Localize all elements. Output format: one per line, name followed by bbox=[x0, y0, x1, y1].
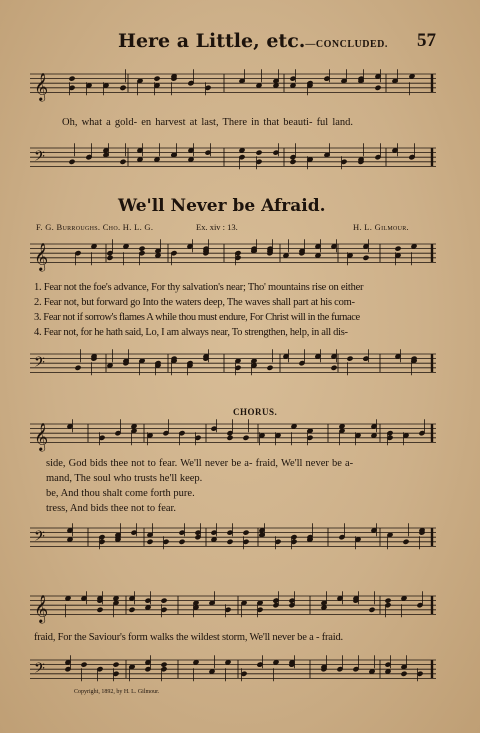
copyright-notice: Copyright, 1892, by H. L. Gilmour. bbox=[74, 689, 160, 695]
page-title: Here a Little, etc.—CONCLUDED. bbox=[118, 30, 388, 52]
verse-line-1: 1. Fear not the foe's advance, For thy salvation's near; Tho' mountains rise on either bbox=[34, 282, 364, 293]
verse-line-4: 4. Fear not, for he hath said, Lo, I am always near, To strengthen, help, in all dis- bbox=[34, 327, 348, 338]
final-lyric-line: fraid, For the Saviour's form walks the wildest storm, We'll never be a - fraid. bbox=[34, 632, 343, 643]
song-title: We'll Never be Afraid. bbox=[118, 196, 326, 216]
svg-text:𝄢: 𝄢 bbox=[34, 354, 45, 375]
music-staff-treble-2 bbox=[28, 236, 438, 281]
music-staff-treble-1 bbox=[28, 64, 438, 114]
verse-line-2: 2. Fear not, but forward go Into the waters deep, The waves shall part at his com- bbox=[34, 297, 355, 308]
svg-text:𝄢: 𝄢 bbox=[34, 148, 45, 169]
svg-text:𝄞: 𝄞 bbox=[34, 594, 49, 623]
svg-text:𝄞: 𝄞 bbox=[34, 422, 49, 451]
composer-credit: H. L. Gilmour. bbox=[353, 222, 409, 232]
music-staff-bass-4 bbox=[28, 652, 438, 692]
chorus-line-1: side, God bids thee not to fear. We'll never be a- fraid, We'll never be a- bbox=[46, 458, 354, 469]
svg-text:𝄢: 𝄢 bbox=[34, 660, 45, 681]
chorus-label: CHORUS. bbox=[233, 407, 278, 417]
verse-line-3: 3. Fear not if sorrow's flames A while thou must endure, For Christ will in the furnace bbox=[34, 312, 360, 323]
author-credit: F. G. Burroughs. Cho. H. L. G. bbox=[36, 222, 154, 232]
music-staff-treble-4 bbox=[28, 584, 438, 634]
music-staff-bass-1 bbox=[28, 140, 438, 185]
scripture-reference: Ex. xiv : 13. bbox=[196, 222, 238, 232]
svg-text:𝄞: 𝄞 bbox=[34, 242, 49, 271]
music-staff-bass-2 bbox=[28, 344, 438, 389]
page-number: 57 bbox=[417, 30, 436, 51]
chorus-line-2: mand, The soul who trusts he'll keep. bbox=[46, 473, 203, 484]
music-staff-bass-3 bbox=[28, 514, 438, 564]
svg-text:𝄢: 𝄢 bbox=[34, 528, 45, 549]
svg-text:𝄞: 𝄞 bbox=[34, 72, 49, 101]
music-staff-treble-3 bbox=[28, 414, 438, 459]
chorus-line-3: be, And thou shalt come forth pure. bbox=[46, 488, 195, 499]
chorus-line-4: tress, And bids thee not to fear. bbox=[46, 503, 177, 514]
lyric-line: Oh, what a gold- en harvest at last, There in that beauti- ful land. bbox=[62, 117, 354, 128]
